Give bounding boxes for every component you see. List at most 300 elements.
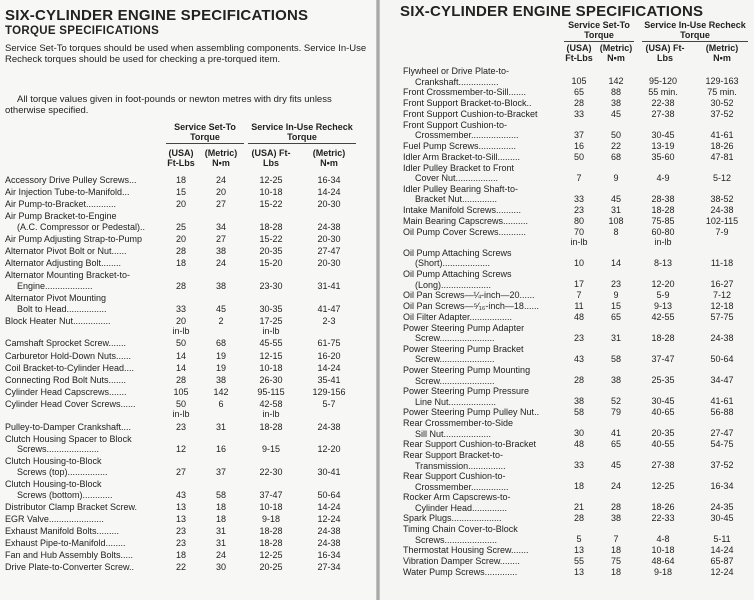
spec-value: 7 xyxy=(613,534,619,545)
spec-value: 30-41 xyxy=(317,466,341,477)
spec-value: 19 xyxy=(215,362,226,373)
spec-value: 10-18 xyxy=(259,362,283,373)
spec-name-line: Connecting Rod Bolt Nuts....... xyxy=(5,374,127,385)
spec-value: 14-24 xyxy=(710,545,734,556)
spec-value: 20-30 xyxy=(317,199,341,210)
set-to-torque-header: Service Set-To Torque xyxy=(166,122,244,144)
col-metric-recheck: (Metric) N•m xyxy=(312,148,346,168)
spec-name-line: Alternator Pivot Mounting xyxy=(5,293,107,303)
spec-value: 65-87 xyxy=(710,556,734,567)
spec-value: 102-115 xyxy=(705,215,739,226)
spec-value: 41 xyxy=(610,428,621,439)
spec-value: 17-25 in-lb xyxy=(259,315,283,337)
spec-name-line: Screws (top)................ xyxy=(17,466,108,477)
spec-value: 20 in-lb xyxy=(172,315,190,337)
spec-name-line: Intake Manifold Screws.......... xyxy=(403,204,522,215)
spec-name-line: Screw...................... xyxy=(415,333,495,344)
spec-value: 13-19 xyxy=(651,140,675,151)
spec-value: 9 xyxy=(613,172,619,183)
spec-value: 27-38 xyxy=(651,108,675,119)
spec-name-line: Bracket Nut.............. xyxy=(415,194,498,205)
spec-value: 20 xyxy=(175,234,186,244)
spec-value: 45 xyxy=(610,460,621,471)
spec-value: 18 xyxy=(215,513,226,524)
spec-name-line: Front Support Cushion-to- xyxy=(403,119,508,130)
spec-name-line: Idler Pulley Bearing Shaft-to- xyxy=(403,183,519,194)
spec-name-line: Carburetor Hold-Down Nuts...... xyxy=(5,350,132,361)
spec-value: 45 xyxy=(610,108,621,119)
spec-value: 58 xyxy=(573,407,584,418)
spec-name-line: Distributor Clamp Bracket Screw. xyxy=(5,501,138,512)
spec-value: 105 xyxy=(571,76,587,87)
spec-value: 95-120 xyxy=(648,76,678,87)
col-usa-recheck: (USA) Ft-Lbs xyxy=(645,43,685,63)
spec-name-line: Front Support Cushion-to-Bracket xyxy=(403,108,538,119)
spec-value: 42-58 in-lb xyxy=(259,398,283,420)
spec-value: 58 xyxy=(215,489,226,500)
spec-value: 18-28 xyxy=(259,221,283,232)
spec-value: 27 xyxy=(215,199,226,210)
spec-name-line: Air Pump-to-Bracket............ xyxy=(5,199,117,210)
spec-name xyxy=(5,187,130,198)
spec-value: 75 xyxy=(610,556,621,567)
spec-value: 20 xyxy=(215,187,226,198)
spec-name xyxy=(5,514,104,525)
spec-value: 18-28 xyxy=(259,538,283,549)
spec-value: 13 xyxy=(573,545,584,556)
spec-name xyxy=(403,365,530,386)
spec-value: 28 xyxy=(573,98,584,108)
spec-value: 20 xyxy=(175,199,186,210)
spec-name-line: Clutch Housing-to-Block xyxy=(5,479,102,490)
spec-value: 18 xyxy=(175,550,186,561)
spec-name-line: (A.C. Compressor or Pedestal).. xyxy=(17,221,146,232)
spec-value: 12-20 xyxy=(317,444,341,455)
spec-value: 43 xyxy=(175,489,186,500)
spec-value: 7-9 xyxy=(715,226,729,237)
spec-name xyxy=(5,234,142,245)
spec-value: 20-35 xyxy=(259,246,283,257)
spec-value: 105 xyxy=(173,386,189,397)
spec-name xyxy=(403,248,512,269)
spec-value: 75-85 xyxy=(651,215,675,226)
spec-name-line: Screws..................... xyxy=(17,444,100,455)
spec-name-line: Clutch Housing Spacer to Block xyxy=(5,433,132,444)
spec-value: 24 xyxy=(215,550,226,561)
spec-value: 4-9 xyxy=(656,172,670,183)
spec-name-line: Oil Filter Adapter................. xyxy=(403,311,513,322)
spec-value: 22-38 xyxy=(651,98,675,108)
spec-value: 65 xyxy=(610,439,621,450)
spec-value: 16 xyxy=(215,444,226,455)
spec-value: 80 xyxy=(573,215,584,226)
spec-name-line: Clutch Housing-to-Block xyxy=(5,456,102,467)
spec-value: 50-64 xyxy=(317,489,341,500)
spec-value: 23 xyxy=(175,538,186,549)
spec-name-line: Crankshaft................ xyxy=(415,76,499,87)
spec-name-line: Fan and Hub Assembly Bolts..... xyxy=(5,550,134,561)
spec-name xyxy=(5,422,131,433)
spec-name-line: Oil Pump Cover Screws........... xyxy=(403,226,527,237)
spec-value: 31-41 xyxy=(317,280,341,291)
right-page-title: SIX-CYLINDER ENGINE SPECIFICATIONS xyxy=(400,3,704,20)
spec-name xyxy=(5,434,132,455)
spec-name xyxy=(403,269,512,290)
spec-name-line: Crossmember............... xyxy=(415,481,509,492)
spec-name-line: Front Support Bracket-to-Block.. xyxy=(403,98,532,108)
spec-value: 48-64 xyxy=(651,556,675,567)
spec-name xyxy=(5,293,107,314)
spec-name-line: Screw...................... xyxy=(415,354,495,365)
spec-name-line: Main Bearing Capscrews.......... xyxy=(403,215,529,226)
spec-value: 70 in-lb xyxy=(570,226,588,248)
spec-value: 14 xyxy=(175,350,186,361)
spec-value: 30-45 xyxy=(651,129,675,140)
spec-name xyxy=(403,87,526,98)
spec-value: 18-26 xyxy=(710,140,734,151)
spec-name xyxy=(5,538,126,549)
spec-value: 11-18 xyxy=(710,257,734,268)
spec-name xyxy=(5,199,116,210)
spec-value: 33 xyxy=(573,193,584,204)
spec-value: 15-20 xyxy=(259,258,283,269)
spec-name xyxy=(5,502,137,513)
spec-value: 45 xyxy=(610,193,621,204)
spec-value: 7 xyxy=(576,172,582,183)
spec-value: 20-35 xyxy=(651,428,675,439)
spec-value: 20-25 xyxy=(259,562,283,573)
recheck-torque-header: Service In-Use Recheck Torque xyxy=(248,122,356,144)
spec-value: 10-18 xyxy=(259,501,283,512)
spec-name xyxy=(403,545,529,556)
spec-value: 9-18 xyxy=(261,513,280,524)
spec-value: 31 xyxy=(215,421,226,432)
spec-value: 45 xyxy=(215,303,226,314)
spec-name-line: Rear Support Cushion-to-Bracket xyxy=(403,439,537,450)
spec-value: 9-13 xyxy=(653,300,672,311)
spec-value: 15 xyxy=(610,300,621,311)
spec-value: 18-26 xyxy=(651,502,675,513)
spec-name-line: Crossmember................... xyxy=(415,130,519,141)
spec-value: 129-163 xyxy=(705,76,739,87)
spec-name xyxy=(403,66,509,87)
spec-name-line: Vibration Damper Screw........ xyxy=(403,556,520,567)
spec-value: 19 xyxy=(215,350,226,361)
spec-value: 40-65 xyxy=(651,407,675,418)
spec-value: 28-38 xyxy=(651,193,675,204)
spec-value: 27-38 xyxy=(651,460,675,471)
spec-name xyxy=(5,316,111,327)
spec-value: 38-52 xyxy=(710,193,734,204)
spec-value: 24 xyxy=(610,481,621,492)
spec-value: 48 xyxy=(573,311,584,322)
spec-name xyxy=(5,550,133,561)
spec-value: 14-24 xyxy=(317,187,341,198)
spec-name-line: Accessory Drive Pulley Screws... xyxy=(5,175,137,185)
spec-value: 42-55 xyxy=(651,311,675,322)
spec-value: 5 xyxy=(576,534,582,545)
spec-value: 18 xyxy=(215,501,226,512)
spec-name xyxy=(403,439,536,450)
spec-value: 37 xyxy=(215,466,226,477)
spec-name-line: EGR Valve...................... xyxy=(5,513,104,524)
spec-value: 27 xyxy=(215,234,226,244)
spec-value: 18 xyxy=(175,258,186,269)
spec-value: 30-45 xyxy=(651,396,675,407)
spec-name-line: Air Pump Adjusting Strap-to-Pump xyxy=(5,234,143,244)
spec-name-line: Cylinder Head.............. xyxy=(415,502,508,513)
spec-value: 15 xyxy=(175,187,186,198)
spec-value: 55 xyxy=(573,556,584,567)
spec-name xyxy=(403,98,532,109)
spec-value: 79 xyxy=(610,407,621,418)
spec-name xyxy=(403,471,509,492)
spec-value: 37-47 xyxy=(651,353,675,364)
spec-name-line: Fuel Pump Screws............... xyxy=(403,140,517,151)
spec-value: 7-12 xyxy=(712,290,731,300)
spec-name-line: (Short)................... xyxy=(415,258,491,269)
spec-value: 50-64 xyxy=(710,353,734,364)
spec-value: 16-27 xyxy=(710,279,734,290)
spec-value: 26-30 xyxy=(259,374,283,385)
spec-name-line: Screws..................... xyxy=(415,534,498,545)
spec-value: 16 xyxy=(573,140,584,151)
spec-name-line: Rear Support Cushion-to- xyxy=(403,471,506,482)
spec-value: 22 xyxy=(610,140,621,151)
spec-name-line: Air Pump Bracket-to-Engine xyxy=(5,211,117,222)
spec-name xyxy=(5,456,108,477)
spec-value: 10 xyxy=(573,257,584,268)
spec-value: 8-13 xyxy=(653,257,672,268)
spec-value: 12 xyxy=(175,444,186,455)
spec-name-line: Idler Arm Bracket-to-Sill......... xyxy=(403,151,521,162)
spec-value: 27-47 xyxy=(710,428,734,439)
spec-value: 108 xyxy=(608,215,624,226)
spec-name xyxy=(403,184,518,205)
spec-name xyxy=(5,270,130,291)
spec-name xyxy=(403,386,529,407)
col-metric-set: (Metric) N•m xyxy=(599,43,633,63)
spec-value: 31 xyxy=(610,332,621,343)
spec-value: 47-81 xyxy=(710,151,734,162)
spec-value: 28 xyxy=(175,246,186,257)
left-page xyxy=(0,0,376,600)
spec-value: 24 xyxy=(215,258,226,269)
spec-name-line: Water Pump Screws............. xyxy=(403,567,518,578)
spec-name-line: Oil Pan Screws—¼-inch—20...... xyxy=(403,290,535,300)
spec-value: 37-52 xyxy=(710,460,734,471)
spec-value: 33 xyxy=(573,460,584,471)
spec-name xyxy=(5,211,145,232)
spec-name xyxy=(403,556,520,567)
spec-value: 65 xyxy=(610,311,621,322)
spec-name-line: Oil Pan Screws—⁵⁄₁₆-inch—18...... xyxy=(403,300,539,311)
spec-value: 22-33 xyxy=(651,513,675,524)
spec-value: 13 xyxy=(175,501,186,512)
spec-value: 28 xyxy=(175,280,186,291)
spec-value: 15-22 xyxy=(259,199,283,210)
spec-value: 12-24 xyxy=(710,567,734,578)
spec-value: 142 xyxy=(213,386,229,397)
spec-value: 30-45 xyxy=(710,513,734,524)
spec-name xyxy=(403,407,539,418)
spec-name xyxy=(5,351,131,362)
spec-name-line: Screw...................... xyxy=(415,375,495,386)
units-note: All torque values given in foot-pounds or newton metres with dry fits unless otherwise specified. xyxy=(5,94,332,116)
spec-value: 41-61 xyxy=(710,129,734,140)
spec-value: 14-24 xyxy=(317,501,341,512)
spec-value: 65 xyxy=(573,87,584,98)
left-page-title: SIX-CYLINDER ENGINE SPECIFICATIONS xyxy=(5,7,309,24)
spec-name-line: Camshaft Sprocket Screw....... xyxy=(5,338,127,349)
spec-value: 23 xyxy=(175,421,186,432)
set-to-torque-header: Service Set-To Torque xyxy=(564,20,634,42)
spec-value: 12-24 xyxy=(317,513,341,524)
spec-value: 38 xyxy=(610,375,621,386)
spec-value: 55 min. xyxy=(648,87,678,98)
spec-value: 12-25 xyxy=(651,481,675,492)
spec-value: 20-30 xyxy=(317,258,341,269)
spec-name xyxy=(5,399,136,410)
spec-value: 11 xyxy=(574,300,584,311)
spec-name-line: Oil Pump Attaching Screws xyxy=(403,268,512,279)
spec-name xyxy=(5,338,126,349)
spec-name xyxy=(403,301,539,312)
spec-value: 38 xyxy=(610,98,621,108)
spec-name xyxy=(403,450,506,471)
spec-value: 24-38 xyxy=(710,204,734,215)
spec-value: 34-47 xyxy=(710,375,734,386)
spec-value: 48 xyxy=(573,439,584,450)
spec-value: 75 min. xyxy=(707,87,737,98)
spec-value: 35-41 xyxy=(317,374,341,385)
spec-value: 20-30 xyxy=(317,234,341,244)
spec-value: 38 xyxy=(610,513,621,524)
spec-value: 18-28 xyxy=(259,421,283,432)
spec-value: 13 xyxy=(175,513,186,524)
spec-value: 24-38 xyxy=(317,538,341,549)
spec-name-line: Alternator Pivot Bolt or Nut...... xyxy=(5,246,127,257)
spec-value: 142 xyxy=(608,76,624,87)
spec-name-line: Block Heater Nut............... xyxy=(5,315,111,326)
spec-value: 43 xyxy=(573,353,584,364)
spec-value: 12-25 xyxy=(259,550,283,561)
spec-value: 33 xyxy=(573,108,584,119)
spec-value: 18-28 xyxy=(651,332,675,343)
spec-value: 28 xyxy=(573,513,584,524)
spec-value: 18 xyxy=(573,481,584,492)
spec-name-line: Alternator Adjusting Bolt........ xyxy=(5,258,122,269)
spec-value: 52 xyxy=(610,396,621,407)
spec-value: 12-20 xyxy=(651,279,675,290)
spec-value: 18-28 xyxy=(651,204,675,215)
spec-value: 37-47 xyxy=(259,489,283,500)
spec-name xyxy=(5,175,137,186)
spec-value: 12-25 xyxy=(259,175,283,185)
spec-name-line: Power Steering Pump Bracket xyxy=(403,343,524,354)
spec-value: 23-30 xyxy=(259,280,283,291)
spec-value: 57-75 xyxy=(710,311,734,322)
spec-value: 27 xyxy=(175,466,186,477)
spec-value: 30 xyxy=(215,562,226,573)
spec-value: 25 xyxy=(175,221,186,232)
spec-value: 5-11 xyxy=(713,534,731,545)
spec-name xyxy=(403,227,526,238)
spec-value: 31 xyxy=(215,526,226,536)
spec-name xyxy=(403,205,521,216)
spec-value: 21 xyxy=(573,502,584,513)
spec-value: 23 xyxy=(573,204,584,215)
spec-value: 24 xyxy=(215,175,226,185)
spec-value: 30-52 xyxy=(710,98,734,108)
intro-paragraph: Service Set-To torques should be used when assembling components. Service In-Use Recheck torques should be used for checking a pre-torqued item. xyxy=(5,43,367,65)
spec-value: 16-34 xyxy=(317,175,341,185)
spec-value: 68 xyxy=(610,151,621,162)
spec-name xyxy=(5,375,126,386)
spec-value: 27-34 xyxy=(317,562,341,573)
spec-name-line: Alternator Mounting Bracket-to- xyxy=(5,270,131,281)
spec-name xyxy=(403,216,528,227)
spec-name xyxy=(5,562,134,573)
spec-value: 35-60 xyxy=(651,151,675,162)
spec-name xyxy=(403,290,535,301)
spec-value: 17 xyxy=(573,279,584,290)
spec-value: 12-18 xyxy=(710,300,734,311)
spec-value: 129-156 xyxy=(312,386,346,397)
spec-value: 5-12 xyxy=(712,172,731,183)
torque-specifications-heading: TORQUE SPECIFICATIONS xyxy=(5,25,160,37)
spec-name-line: Engine................... xyxy=(17,280,93,291)
spec-name-line: Power Steering Pump Pulley Nut.. xyxy=(403,407,540,418)
spec-name xyxy=(403,312,512,323)
col-metric-set: (Metric) N•m xyxy=(204,148,238,168)
recheck-torque-header: Service In-Use Recheck Torque xyxy=(642,20,748,42)
spec-value: 88 xyxy=(610,87,621,98)
spec-value: 9-18 xyxy=(653,567,672,578)
spec-value: 41-61 xyxy=(710,396,734,407)
spec-value: 68 xyxy=(215,338,226,349)
spec-value: 61-75 xyxy=(317,338,341,349)
spec-name xyxy=(403,120,519,141)
spec-value: 60-80 in-lb xyxy=(651,226,675,248)
spec-value: 30 xyxy=(573,428,584,439)
spec-value: 37 xyxy=(573,129,584,140)
spec-value: 24-38 xyxy=(317,421,341,432)
spec-value: 30-35 xyxy=(259,303,283,314)
spec-value: 4-8 xyxy=(656,534,670,545)
spec-value: 33 xyxy=(175,303,186,314)
spec-name-line: Exhaust Pipe-to-Manifold........ xyxy=(5,538,126,549)
col-metric-recheck: (Metric) N•m xyxy=(705,43,739,63)
spec-name-line: Coil Bracket-to-Cylinder Head.... xyxy=(5,362,135,373)
spec-value: 28 xyxy=(610,502,621,513)
spec-value: 2-3 xyxy=(322,315,336,326)
spec-name xyxy=(5,526,119,537)
spec-name xyxy=(403,492,511,513)
spec-name xyxy=(5,258,121,269)
spec-value: 41-47 xyxy=(317,303,341,314)
spec-value: 10-18 xyxy=(259,187,283,198)
spec-value: 38 xyxy=(573,396,584,407)
spec-name xyxy=(403,163,514,184)
spec-name xyxy=(403,109,538,120)
spec-value: 18 xyxy=(610,567,621,578)
spec-name xyxy=(5,246,127,257)
spec-value: 50 xyxy=(610,129,621,140)
spec-value: 13 xyxy=(573,567,584,578)
spec-value: 38 xyxy=(215,374,226,385)
spec-value: 15-22 xyxy=(259,234,283,244)
